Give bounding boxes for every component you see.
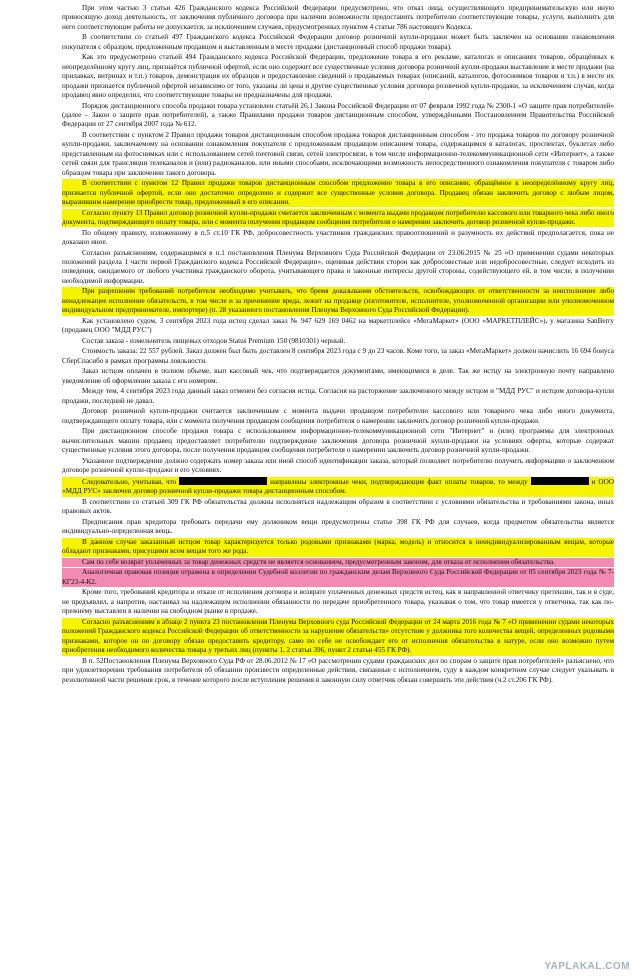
electronic-receipts-text-end: и ООО «МДД РУС» заключен договор розничной купли-продажи товара дистанционным способом. xyxy=(62,477,614,496)
paragraph-group-a xyxy=(62,4,614,476)
paragraph: В соответствии с пунктом 2 Правил продажи товаров дистанционным способом продажа товаров дистанционным способом - это продажа товаров по договору розничной купли-продажи, заключаемому на основании ознакомления покупателя с предложенным продавцом описанием товара, содержащимся в каталогах, проспектах, буклетах либо представленным на фотоснимках или с использованием сетей почтовой связи, сетей электросвязи, в том числе информационно-телекоммуникационной сети «Интернет», а также сетей связи для трансляции телеканалов и (или) радиоканалов, или иными способами, исключающими возможность непосредственного ознакомления покупателя с товаром либо образцом товара при заключении такого договора. xyxy=(62,131,614,177)
paragraph: Предписания прав кредитора требовать передачи ему должником вещи предусмотрены статье 398 ГК РФ для случаев, когда предметом обязательства является индивидуально-определенная вещь. xyxy=(62,517,614,536)
electronic-receipts-text-start: Следовательно, учитывая, что xyxy=(82,477,177,486)
paragraph: При разрешении требований потребителя необходимо учитывать, что бремя доказывания обстоятельств, освобождающих от ответственности за неисполнение либо ненадлежащее исполнение обязательств, в том числе и за причинение вреда, лежит на продавце (изготовителе, исполнителе, уполномоченной организации или уполномоченном индивидуальном предпринимателе, импортере) (п. 28 указанного постановления Пленума Верховного Суда Российской Федерации). xyxy=(62,287,614,315)
site-watermark: YAPLAKAL.COM xyxy=(544,961,630,972)
paragraph: В соответствии с пунктом 12 Правил продажи товаров дистанционным способом предложение товара в его описании, обращённое к неопределённому кругу лиц, признается публичной офертой, если оно достаточно определено и содержит все существенные условия договора. Продавец обязан заключить договор с любым лицом, выразившим намерение приобрести товар, предложенный в его описании. xyxy=(62,179,614,207)
paragraph: При дистанционном способе продажи товара с использованием информационно-телекоммуникационной сети "Интернет" и (или) программы для электронных вычислительных машин продавец предоставляет потребителю подтверждение заключения договора розничной купли-продажи на условиях оферты, которые содержат существенные условия этого договора, после получения продавцом сообщения потребителя о намерении заключить договор розничной купли-продажи. xyxy=(62,427,614,455)
paragraph: В п. 52Постановления Пленума Верховного Суда РФ от 28.06.2012 № 17 «О рассмотрении судами гражданских дел по спорам о защите прав потребителей» разъяснено, что при удовлетворении требования потребителя об обязании произвести определенные действия, связанные с исполнением, суду в каждом конкретном случае следует указывать в резолютивной части решения срок, в течение которого после вступления решения в законную силу ответчик обязан совершить эти действия (ч.2 ст.206 ГК РФ). xyxy=(62,656,614,684)
paragraph: В данном случае заказанный истцом товар характеризуется только родовыми признаками (марка, модель) и относится к неиндивидуализированным вещам, которые обладают признаками, присущими всем вещам того же рода. xyxy=(62,537,614,556)
paragraph: При этом частью 3 статьи 426 Гражданского кодекса Российской Федерации предусмотрено, что отказ лица, осуществляющего предпринимательскую или иную приносящую доход деятельность, от заключения публичного договора при наличии возможности предоставить потребителю соответствующие товары, услуги, выполнить для него соответствующие работы не допускается, за исключением случаев, предусмотренных пунктом 4 статьи 786 настоящего Кодекса. xyxy=(62,4,614,31)
document-body xyxy=(62,4,614,686)
paragraph-article-309: В соответствии со статьей 309 ГК РФ обязательства должны исполняться надлежащим образом в соответствии с условиями обязательства и требованиями закона, иных правовых актов. xyxy=(62,497,614,516)
paragraph: Как установлено судом, 3 сентября 2023 года истец сделал заказ № 947 629 169 0462 на маркетплейсе «МегаМаркет» (ООО «МАРКЕТПЛЕЙС»), у магазина SanBerry (продавец ООО "МДД РУС") xyxy=(62,316,614,335)
paragraph: Между тем, 4 сентября 2023 года данный заказ отменен без согласия истца. Согласия на расторжение заключенного между истцом и "МДД РУС" и истцом договора-купли продажи, последний не давал. xyxy=(62,387,614,405)
paragraph: Согласно разъяснениям, содержащимся в п.1 постановления Пленума Верховного Суда Российской Федерации от 23.06.2015 № 25 «О применении судами некоторых положений раздела 1 части первой Гражданского кодекса Российской Федерации», оценивая действия сторон как добросовестные или недобросовестные, следует исходить из поведения, ожидаемого от любого участника гражданского оборота, учитывающего права и законные интересы другой стороны, содействующего ей, в том числе, в получении необходимой информации. xyxy=(62,248,614,285)
redaction-block xyxy=(179,477,267,485)
paragraph: Сам по себе возврат уплаченных за товар денежных средств не является основанием, предусмотренным законом, для отказа от исполнения обязательства. xyxy=(62,558,614,567)
paragraph: Кроме того, требований кредитора и отказе от исполнения договора и возврате уплаченных денежных средств истец, как в направленной ответчику претензии, так и в суде, не предъявлял, а напротив, настаивал на надлежащем исполнении обязанности по передаче приобретенного товара, указывая о том, что товар имеется у ответчика, так как по-прежнему выставлен в наличии на свободном рынке в продаже. xyxy=(62,588,614,616)
paragraph: По общему правилу, изложенному в п.5 ст.10 ГК РФ, добросовестность участников гражданских правоотношений и разумность их действий предполагается, пока не доказано иное. xyxy=(62,228,614,247)
paragraph: Заказ истцом оплачен в полном объеме, вып кассовый чек, что подтверждается документами, имеющимися в деле. Так же истцу на электронную почту направлено уведомление об оформлении заказа с его номером. xyxy=(62,367,614,385)
paragraph: В соответствии со статьей 497 Гражданского кодекса Российской Федерации договор розничной купли-продажи может быть заключен на основании ознакомления покупателя с образцом, предложенным продавцом и выставленным в месте продажи (дистанционный способ продажи товара). xyxy=(62,33,614,51)
paragraph: Указанное подтверждение должно содержать номер заказа или иной способ идентификации заказа, который позволяет потребителю получить информацию о заключенном договоре розничной купли-продажи и его условиях. xyxy=(62,456,614,475)
paragraph: Аналогичная правовая позиция отражена в определении Судебной коллегии по гражданским делам Верховного Суда Российской Федерации от 05 сентября 2023 года № 7-КГ23-4-К2. xyxy=(62,568,614,586)
paragraph: Как это предусмотрено статьей 494 Гражданского кодекса Российской Федерации, предложение товара в его рекламе, каталогах и описаниях товаров, обращённых к неопределённому кругу лиц, признаётся публичной офертой, если оно содержит все существенные условия договора розничной купли-продажи выставление в месте продажи (на прилавках, витринах и т.п.) товаров, демонстрация их образцов и предоставление сведений о продаваемых товарах (описаний, каталогов, фотоснимков товаров и т.п.) в месте их продажи признается публичной офертой независимо от того, указаны ли цена и другие существенные условия договора розничной купли-продажи, за исключением случая, когда продавец явно определил, что соответствующие товары не предназначены для продажи. xyxy=(62,53,614,100)
redaction-block xyxy=(531,477,589,485)
paragraph: Согласно разъяснениям в абзаце 2 пункта 23 постановления Пленума Верховного суда Российской Федерации от 24 марта 2016 года № 7 «О применении судами некоторых положений Гражданского кодекса Российской Федерации об ответственности за нарушение обязательств» отсутствие у должника того количества вещей, определенных родовыми признаками, которое он по договору обязан предоставить кредитору, само по себе не освобождает его от исполнения обязательства в натуре, если оно возможно путем приобретения необходимого количества товара у третьих лиц (пункты 1, 2 статьи 396, пункт 2 статьи 455 ГК РФ). xyxy=(62,617,614,655)
paragraph: Состав заказа - измельчитель пищевых отходов Status Premium 150 (9810301) черный. xyxy=(82,336,346,345)
electronic-receipts-text-middle: направлены электронные чеки, подтверждающие факт оплаты товаров, то между xyxy=(270,477,528,486)
paragraph: Стоимость заказа: 22 557 рублей. Заказ должен был быть доставлен 8 сентября 2023 года с 9 до 23 часов. Коме того, за заказ «МегаМаркет» должен начислить 16 694 бонуса СберСпасибо в рамках программы лояльности. xyxy=(62,347,614,365)
paragraph: Порядок дистанционного способа продажи товара установлен статьёй 26.1 Закона Российской Федерации от 07 февраля 1992 года № 2300-1 «О защите прав потребителей» (далее – Закон о защите прав потребителей), а также Правилами продажи товаров дистанционным способом, утверждёнными Постановлением Правительства Российской Федерации от 27 сентября 2007 года № 612. xyxy=(62,101,614,129)
paragraph: Согласно пункту 13 Правил договор розничной купли-продажи считается заключенным с момента выдачи продавцом потребителю кассового или товарного чека либо иного документа, подтверждающего оплату товара, или с момента получения продавцом сообщения потребителя о намерении заключить договор розничной купли-продажи. xyxy=(62,208,614,227)
paragraph-electronic-receipts xyxy=(62,477,614,497)
paragraph: Договор розничной купли-продажи считается заключенным с момента выдачи продавцом потребителю кассового или товарного чека либо иного документа, подтверждающего оплату товара, или с момента получения продавцом сообщения потребителя о намерении заключить договор розничной купли-продажи. xyxy=(62,407,614,425)
paragraph-group-b xyxy=(62,518,614,685)
